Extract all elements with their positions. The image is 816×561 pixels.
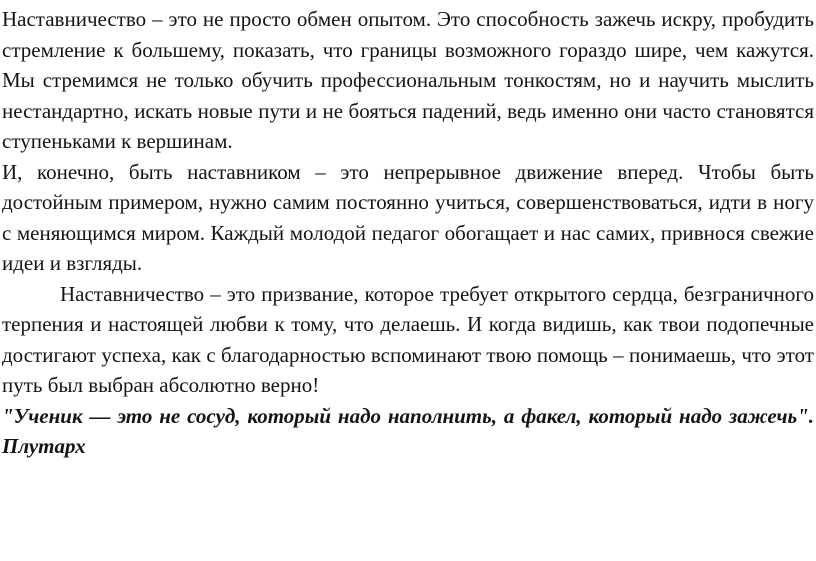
paragraph-intro: Наставничество – это не просто обмен опытом. Это способность зажечь искру, пробудить стремление к большему, показать, что границы возможного гораздо шире, чем кажутся. Мы стремимся не только обучить профессиональным тонкостям, но и научить мыслить нестандартно, искать новые пути и не бояться падений, ведь именно они часто становятся ступеньками к вершинам. [2, 7, 814, 153]
paragraph-calling: Наставничество – это призвание, которое требует открытого сердца, безграничного терпения и настоящей любви к тому, что делаешь. И когда видишь, как твои подопечные достигают успеха, как с благодарностью вспоминают твою помощь – понимаешь, что этот путь был выбран абсолютно верно! [2, 281, 814, 397]
plutarch-quote: "Ученик — это не сосуд, который надо наполнить, а факел, который надо зажечь". Плутарх [2, 403, 814, 458]
paragraph-continuous-growth: И, конечно, быть наставником – это непрерывное движение вперед. Чтобы быть достойным примером, нужно самим постоянно учиться, совершенствоваться, идти в ногу с меняющимся миром. Каждый молодой педагог обогащает и нас самих, привнося свежие идеи и взгляды. [2, 159, 814, 275]
